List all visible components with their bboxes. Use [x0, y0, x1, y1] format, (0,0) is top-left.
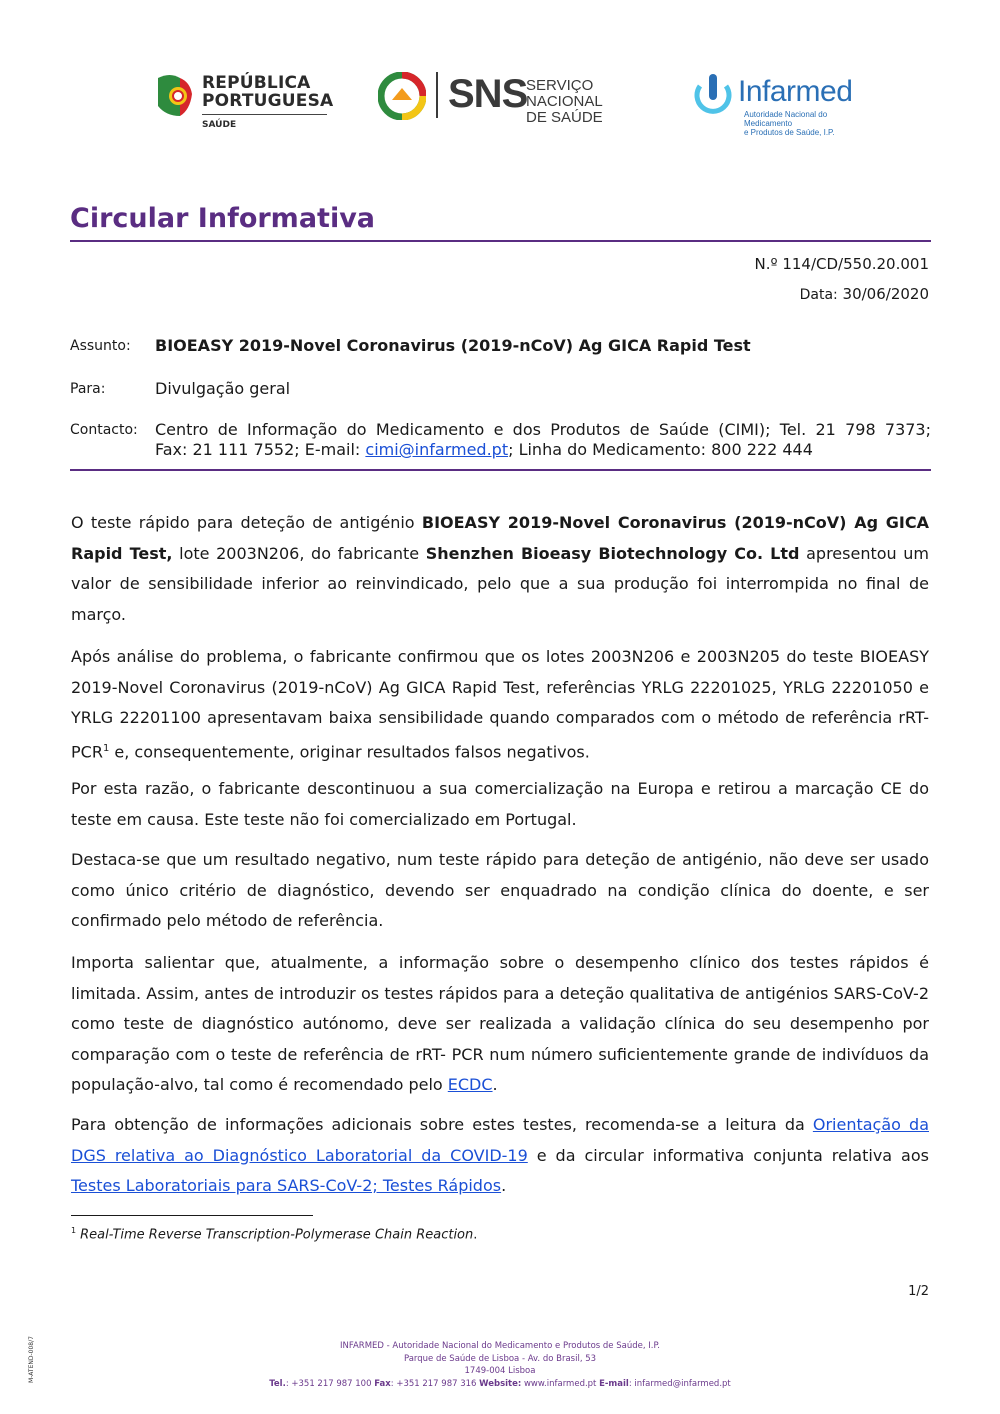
p1-text-c: lote 2003N206, do fabricante: [172, 543, 426, 563]
p3-text: Por esta razão, o fabricante descontinuou a sua comercialização na Europa e retirou a marcação CE do teste em causa. Este teste não foi comercializado em Portugal.: [71, 779, 929, 829]
page-number: 1/2: [908, 1284, 929, 1299]
circular-number: N.º 114/CD/550.20.001: [754, 255, 929, 273]
contacto-email-link[interactable]: cimi@infarmed.pt: [365, 440, 509, 459]
para-label: Para:: [70, 381, 106, 397]
p1-product-name: BIOEASY 2019-Novel Coronavirus (2019-nCoV) Ag GICA Rapid Test,: [71, 513, 930, 563]
p5-text-b: .: [492, 1075, 498, 1094]
dgs-orientation-link[interactable]: Orientação da DGS relativa ao Diagnóstico Laboratorial da COVID-19: [71, 1115, 929, 1165]
document-title: Circular Informativa: [70, 203, 376, 234]
footer: [0, 1340, 1000, 1390]
contacto-fax: Fax: 21 111 7552; E-mail:: [155, 440, 366, 459]
infarmed-logo: [694, 72, 869, 137]
footnote-number: 1: [71, 1226, 77, 1235]
infarmed-emblem-icon: [694, 72, 732, 114]
p6-text-a: Para obtenção de informações adicionais sobre estes testes, recomenda-se a leitura da: [71, 1115, 813, 1134]
testes-laboratoriais-link[interactable]: Testes Laboratoriais para SARS-CoV-2; Testes Rápidos: [71, 1176, 502, 1195]
footer-fax-label: Fax: [374, 1378, 391, 1389]
footer-tel-label: Tel.: [269, 1378, 286, 1389]
paragraph-1: [71, 508, 929, 630]
sns-small-line2: DE SAÚDE: [526, 109, 603, 126]
footer-web-label: Website:: [479, 1378, 522, 1389]
rp-line1: REPÚBLICA: [202, 73, 311, 93]
ecdc-link[interactable]: ECDC: [447, 1075, 493, 1094]
sns-divider: [436, 72, 438, 118]
rp-sub: SAÚDE: [202, 120, 237, 130]
footer-email: : infarmed@infarmed.pt: [628, 1378, 731, 1389]
footnote-ref: 1: [102, 742, 110, 754]
footer-line1: INFARMED - Autoridade Nacional do Medicamento e Produtos de Saúde, I.P.: [340, 1341, 660, 1351]
sns-small-line1: SERVIÇO NACIONAL: [526, 77, 603, 110]
infarmed-wordmark: Infarmed: [738, 75, 853, 108]
footer-tel: : +351 217 987 100: [285, 1378, 375, 1389]
portugal-emblem-icon: [150, 72, 196, 120]
infarmed-sub-line2: e Produtos de Saúde, I.P.: [744, 128, 835, 137]
p6-text-c: .: [501, 1176, 507, 1195]
republica-portuguesa-logo: [150, 72, 335, 137]
paragraph-6: [71, 1110, 929, 1202]
footnote-end: .: [473, 1227, 478, 1243]
footnote-divider: [71, 1215, 313, 1216]
contacto-linha: ; Linha do Medicamento: 800 222 444: [508, 440, 813, 459]
footnote: [71, 1226, 477, 1242]
sns-wordmark: SNS: [448, 72, 528, 116]
side-code-text: M-ATEND-008/7: [27, 1336, 35, 1383]
assunto-label: Assunto:: [70, 338, 131, 354]
title-divider: [70, 240, 931, 242]
contacto-value: [155, 420, 931, 460]
contacto-label: Contacto:: [70, 422, 138, 438]
date-line: [800, 285, 929, 303]
p5-text-a: Importa salientar que, atualmente, a informação sobre o desempenho clínico dos testes rápidos é limitada. Assim, antes de introduzir os testes rápidos para a deteção qualitativa de antigénios SARS-CoV-2 como teste de diagnóstico autónomo, deve ser realizada a validação clínica do seu desempenho por comparação com o teste de referência de rRT- PCR num número suficientemente grande de indivíduos da população-alvo, tal como é recomendado pelo: [71, 953, 929, 1094]
footer-contacts: [0, 1378, 1000, 1391]
p6-text-b: e da circular informativa conjunta relativa aos: [527, 1145, 929, 1165]
footer-line3: 1749-004 Lisboa: [464, 1366, 536, 1376]
assunto-value: BIOEASY 2019-Novel Coronavirus (2019-nCoV) Ag GICA Rapid Test: [155, 336, 751, 355]
rp-divider: [202, 114, 327, 115]
p1-manufacturer: Shenzhen Bioeasy Biotechnology Co. Ltd: [425, 543, 800, 563]
para-value: Divulgação geral: [155, 379, 291, 398]
paragraph-5: [71, 948, 929, 1101]
footer-fax: : +351 217 987 316: [390, 1378, 480, 1389]
p2-text-b: e, consequentemente, originar resultados falsos negativos.: [109, 741, 590, 761]
infarmed-sub-line1: Autoridade Nacional do Medicamento: [744, 110, 828, 128]
footer-web: www.infarmed.pt: [521, 1378, 600, 1389]
sns-emblem-icon: [378, 72, 426, 120]
sns-logo: [378, 70, 658, 126]
footnote-text: Real-Time Reverse Transcription-Polymerase Chain Reaction: [80, 1227, 474, 1243]
date-label: Data:: [799, 287, 838, 303]
footer-line2: Parque de Saúde de Lisboa - Av. do Brasil, 53: [403, 1353, 597, 1364]
p1-text-a: O teste rápido para deteção de antigénio: [71, 513, 422, 532]
p4-text: Destaca-se que um resultado negativo, num teste rápido para deteção de antigénio, não deve ser usado como único critério de diagnóstico, devendo ser enquadrado na condição clínica do doente, e ser confirmado pelo método de referência.: [71, 850, 929, 930]
rp-line2: PORTUGUESA: [202, 91, 334, 111]
paragraph-3: [71, 774, 929, 835]
p2-text-a: Após análise do problema, o fabricante confirmou que os lotes 2003N206 e 2003N205 do teste BIOEASY 2019-Novel Coronavirus (2019-nCoV) Ag GICA Rapid Test, referências YRLG 22201025, YRLG 22201050 e YRLG 22201100 apresentavam baixa sensibilidade quando comparados com o método de referência rRT-PCR: [71, 647, 929, 761]
date-value: 30/06/2020: [842, 285, 929, 303]
paragraph-4: [71, 845, 929, 937]
p1-text-e: apresentou um valor de sensibilidade inferior ao reinvindicado, pelo que a sua produção foi interrompida no final de março.: [71, 543, 930, 624]
contacto-line2: [155, 440, 931, 460]
paragraph-2: [71, 642, 929, 767]
contacto-line1: Centro de Informação do Medicamento e dos Produtos de Saúde (CIMI); Tel. 21 798 7373;: [155, 420, 931, 439]
footer-email-label: E-mail: [599, 1378, 629, 1389]
header-divider: [70, 469, 931, 471]
